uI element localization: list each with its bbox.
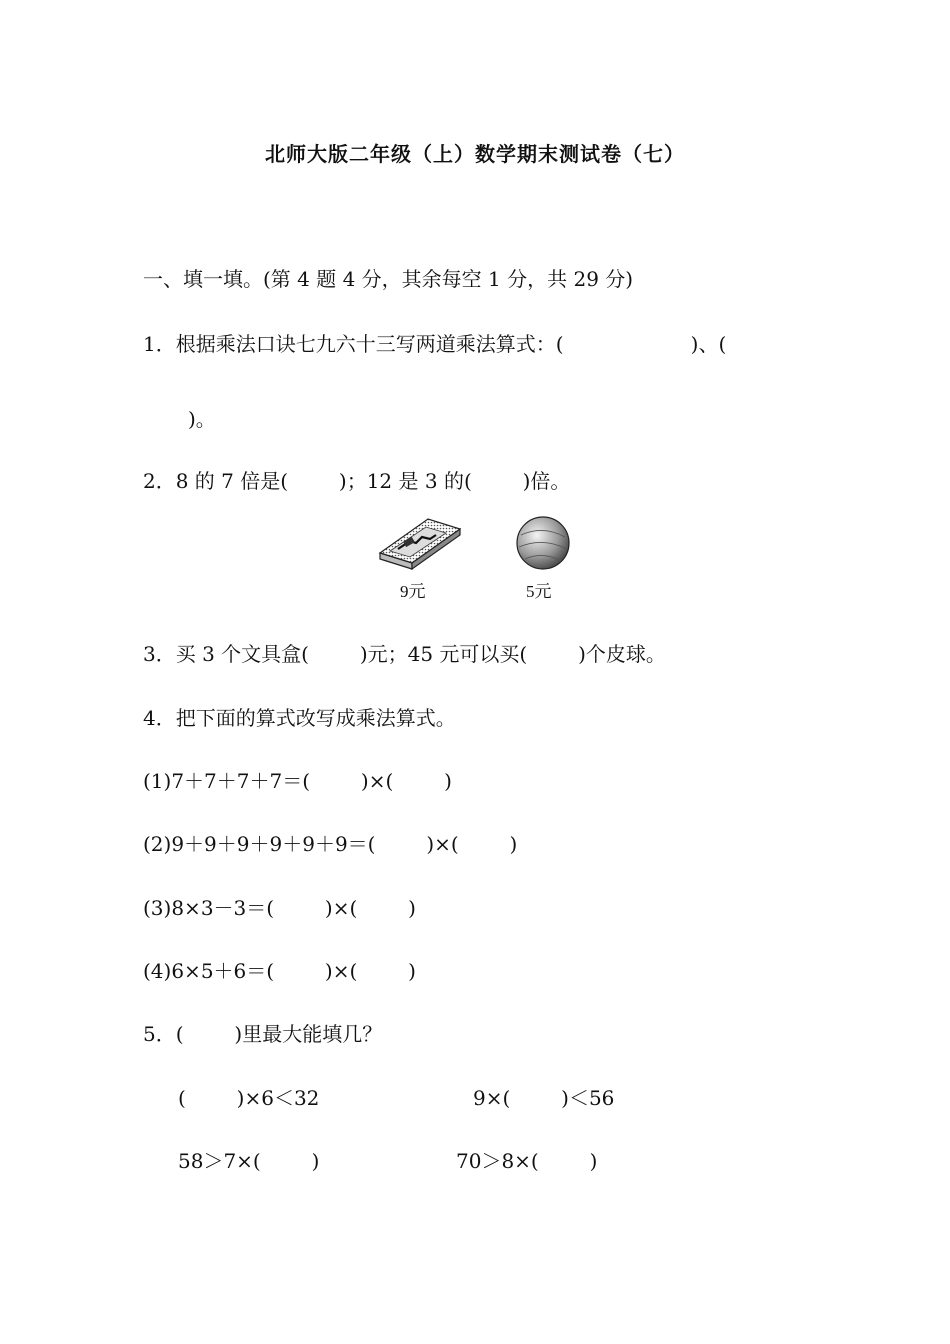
question-5-row-2-left: 58＞7×( ) [178,1149,320,1173]
question-3: 3．买 3 个文具盒( )元；45 元可以买( )个皮球。 [143,642,666,666]
pencil-box-price: 9元 [400,582,426,601]
section-heading: 一、填一填。(第 4 题 4 分，其余每空 1 分，共 29 分) [143,267,634,291]
ball-price: 5元 [526,582,552,601]
question-4-item-2: (2)9＋9＋9＋9＋9＋9＝( )×( ) [143,832,518,856]
pencil-box-image [376,515,462,571]
question-5-row-1-right: 9×( )＜56 [473,1086,615,1110]
question-4-item-3: (3)8×3－3＝( )×( ) [143,896,416,920]
question-4-item-1: (1)7＋7＋7＋7＝( )×( ) [143,769,452,793]
question-5-row-1-left: ( )×6＜32 [178,1086,320,1110]
question-1-line-1: 1．根据乘法口诀七九六十三写两道乘法算式：( )、( [143,332,727,356]
question-4-item-4: (4)6×5＋6＝( )×( ) [143,959,416,983]
question-1-line-2: )。 [188,407,216,431]
question-5-row-2-right: 70＞8×( ) [456,1149,598,1173]
question-5: 5．( )里最大能填几？ [143,1022,383,1046]
question-4: 4．把下面的算式改写成乘法算式。 [143,706,456,730]
question-2: 2．8 的 7 倍是( )；12 是 3 的( )倍。 [143,469,571,493]
page-title: 北师大版二年级（上）数学期末测试卷（七） [265,142,685,166]
ball-image [515,515,571,571]
